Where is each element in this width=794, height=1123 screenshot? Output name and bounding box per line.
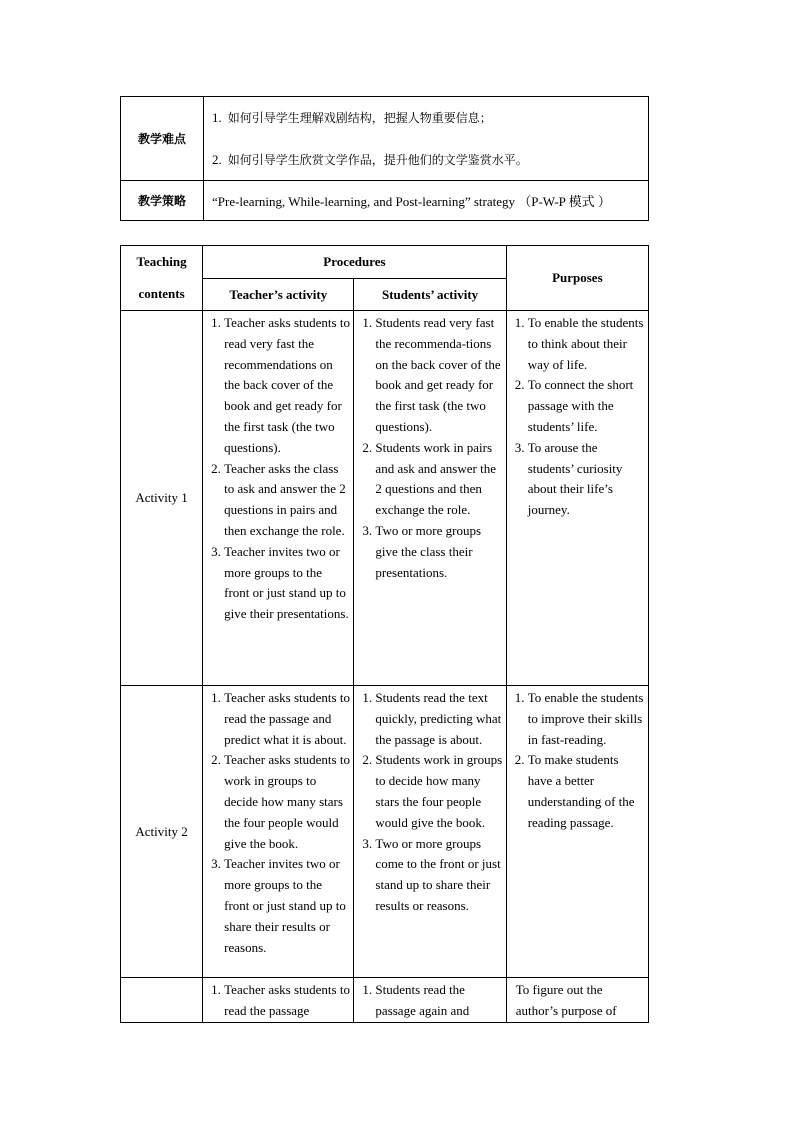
- header-line: Teaching: [136, 254, 187, 269]
- header-line: contents: [138, 286, 185, 301]
- list-item: 2. To connect the short passage with the students’ life.: [528, 375, 645, 437]
- teacher-activity-header: Teacher’s activity: [203, 279, 354, 311]
- list-item: 1. Teacher asks students to read very fast the recommendations on the back cover of the book and get ready for the first task (the two questions).: [224, 313, 350, 459]
- list-item: 1. Teacher asks students to read the passage: [224, 980, 350, 1022]
- teaching-strategy-table: [120, 96, 649, 221]
- teaching-contents-header: [121, 246, 203, 311]
- activity-row: [121, 311, 649, 686]
- purposes-header: Purposes: [506, 246, 648, 311]
- purposes-cell: [506, 978, 648, 1023]
- purpose-text: To figure out the author’s purpose of: [515, 982, 617, 1018]
- list-item: 1. Teacher asks students to read the passage and predict what it is about.: [224, 688, 350, 750]
- list-item: 3. To arouse the students’ curiosity about their life’s journey.: [528, 438, 645, 521]
- list-item: 2. Students work in pairs and ask and answer the 2 questions and then exchange the role.: [375, 438, 502, 521]
- teacher-activity-cell: [203, 311, 354, 686]
- difficulty-content: [204, 97, 649, 181]
- difficulty-label: 教学难点: [121, 97, 204, 181]
- purposes-cell: [506, 311, 648, 686]
- activity-label: [121, 978, 203, 1023]
- list-item: 2. Teacher asks students to work in groups to decide how many stars the four people would give the book.: [224, 750, 350, 854]
- list-item: 3. Two or more groups give the class their presentations.: [375, 521, 502, 583]
- strategy-label: 教学策略: [121, 181, 204, 221]
- teacher-activity-cell: [203, 686, 354, 978]
- strategy-row: [121, 181, 649, 221]
- teacher-activity-cell: [203, 978, 354, 1023]
- procedures-header: Procedures: [203, 246, 507, 279]
- header-row-1: [121, 246, 649, 279]
- students-activity-cell: [354, 686, 506, 978]
- list-item: 1. Students read very fast the recommenda-tions on the back cover of the book and get ready for the first task (the two questions).: [375, 313, 502, 438]
- list-item: 3. Two or more groups come to the front or just stand up to share their results or reasons.: [375, 834, 502, 917]
- difficulty-item: [212, 149, 648, 170]
- list-item: 2. To make students have a better understanding of the reading passage.: [528, 750, 645, 833]
- item-text: 如何引导学生理解戏剧结构，把握人物重要信息；: [227, 111, 492, 125]
- list-item: 1. To enable the students to think about their way of life.: [528, 313, 645, 375]
- list-item: 2. Students work in groups to decide how many stars the four people would give the book.: [375, 750, 502, 833]
- item-number: 1.: [212, 110, 222, 125]
- students-activity-cell: [354, 978, 506, 1023]
- difficulty-item: [212, 107, 648, 128]
- list-item: 3. Teacher invites two or more groups to the front or just stand up to share their results or reasons.: [224, 854, 350, 958]
- item-text: 如何引导学生欣赏文学作品，提升他们的文学鉴赏水平。: [227, 153, 528, 167]
- difficulty-row: [121, 97, 649, 181]
- procedure-table: [120, 245, 649, 1023]
- item-number: 2.: [212, 152, 222, 167]
- activity-row: [121, 686, 649, 978]
- activity-label: Activity 2: [121, 686, 203, 978]
- activity-label: Activity 1: [121, 311, 203, 686]
- list-item: 1. To enable the students to improve their skills in fast-reading.: [528, 688, 645, 750]
- list-item: 1. Students read the text quickly, predicting what the passage is about.: [375, 688, 502, 750]
- list-item: 1. Students read the passage again and: [375, 980, 502, 1022]
- students-activity-header: Students’ activity: [354, 279, 506, 311]
- activity-row: [121, 978, 649, 1023]
- strategy-text: “Pre-learning, While-learning, and Post-learning” strategy （P-W-P 模式 ）: [204, 181, 649, 221]
- purposes-cell: [506, 686, 648, 978]
- list-item: 3. Teacher invites two or more groups to the front or just stand up to give their presentations.: [224, 542, 350, 625]
- students-activity-cell: [354, 311, 506, 686]
- list-item: 2. Teacher asks the class to ask and answer the 2 questions in pairs and then exchange the role.: [224, 459, 350, 542]
